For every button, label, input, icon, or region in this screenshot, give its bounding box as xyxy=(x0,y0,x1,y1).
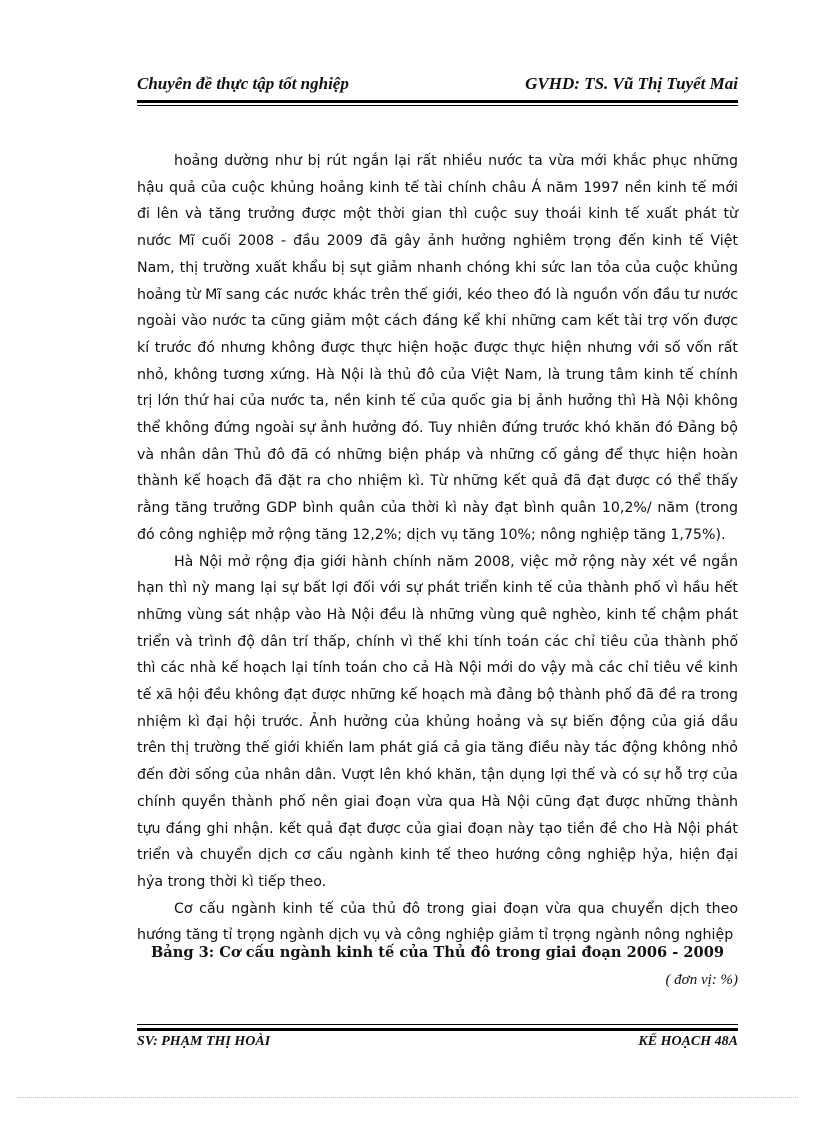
paragraph-3: Cơ cấu ngành kinh tế của thủ đô trong giai đoạn vừa qua chuyển dịch theo hướng tăng tỉ trọng ngành dịch vụ và công nghiệp giảm tỉ trọng ngành nông nghiệp xyxy=(137,900,738,944)
footer-rule-thin xyxy=(137,1024,738,1025)
header-rule-thin xyxy=(137,105,738,106)
paragraph-2: Hà Nội mở rộng địa giới hành chính năm 2008, việc mở rộng này xét về ngắn hạn thì nỳ mang lại sự bất lợi đối với sự phát triển kinh tế của thành phố vì hầu hết những vùng sát nhập vào Hà Nội đều là những vùng quê nghèo, kinh tế chậm phát triển và trình độ dân trí thấp, chính vì thế khi tính toán các chỉ tiêu của thành phố thì các nhà kế hoạch lại tính toán cho cả Hà Nội mới do vậy mà các chỉ tiêu về kinh tế xã hội đều không đạt được những kế hoạch mà đảng bộ thành phố đã đề ra trong nhiệm kì đại hội trước. Ảnh hưởng của khủng hoảng và sự biến động của giá dầu trên thị trường thế giới khiến lam phát giá cả gia tăng điều này tác động không nhỏ đến đời sống của nhân dân. Vượt lên khó khăn, tận dụng lợi thế và có sự hỗ trợ của chính quyền thành phố nên giai đoạn vừa qua Hà Nội cũng đạt được những thành tựu đáng ghi nhận. kết quả đạt được của giai đoạn này tạo tiền đề cho Hà Nội phát triển và chuyển dịch cơ cấu ngành kinh tế theo hướng công nghiệp hỷa, hiện đại hỷa trong thời kì tiếp theo. xyxy=(137,553,738,890)
page-footer xyxy=(137,1034,738,1054)
footer-student: SV: PHẠM THỊ HOÀI xyxy=(137,1034,271,1049)
header-supervisor: GVHD: TS. Vũ Thị Tuyết Mai xyxy=(525,74,738,93)
body-text xyxy=(137,148,738,949)
footer-class: KẾ HOẠCH 48A xyxy=(638,1034,738,1049)
header-rule-thick xyxy=(137,100,738,103)
unit-note: ( đơn vị: %) xyxy=(665,972,738,988)
page-header xyxy=(137,74,738,94)
header-report-title: Chuyên đề thực tập tốt nghiệp xyxy=(137,74,349,93)
page-boundary-line xyxy=(18,1097,798,1098)
table-title: Bảng 3: Cơ cấu ngành kinh tế của Thủ đô trong giai đoạn 2006 - 2009 xyxy=(150,944,725,961)
footer-rule-thick xyxy=(137,1028,738,1031)
paragraph-1: hoảng dường như bị rút ngắn lại rất nhiều nước ta vừa mới khắc phục những hậu quả của cuộc khủng hoảng kinh tế tài chính châu Á năm 1997 nền kinh tế mới đi lên và tăng trưởng được một thời gian thì cuộc suy thoái kinh tế xuất phát từ nước Mĩ cuối 2008 - đầu 2009 đã gây ảnh hưởng nghiêm trọng đến kinh tế Việt Nam, thị trường xuất khẩu bị sụt giảm nhanh chóng khi sức lan tỏa của cuộc khủng hoảng từ Mĩ sang các nước khác trên thế giới, kéo theo đó là nguồn vốn đầu tư nước ngoài vào nước ta cũng giảm một cách đáng kể khi những cam kết tài trợ vốn được kí trước đó nhưng không được thực hiện hoặc được thực hiện nhưng với số vốn rất nhỏ, không tương xứng. Hà Nội là thủ đô của Việt Nam, là trung tâm kinh tế chính trị lớn thứ hai của nước ta, nền kinh tế của quốc gia bị ảnh hưởng thì Hà Nội không thể không đứng ngoài sự ảnh hưởng đó. Tuy nhiên đứng trước khó khăn đó Đảng bộ và nhân dân Thủ đô đã có những biện pháp và những cố gắng để thực hiện hoàn thành kế hoạch đã đặt ra cho nhiệm kì. Từ những kết quả đã đạt được có thể thấy rằng tăng trưởng GDP bình quân của thời kì này đạt bình quân 10,2%/ năm (trong đó công nghiệp mở rộng tăng 12,2%; dịch vụ tăng 10%; nông nghiệp tăng 1,75%). xyxy=(137,153,738,543)
